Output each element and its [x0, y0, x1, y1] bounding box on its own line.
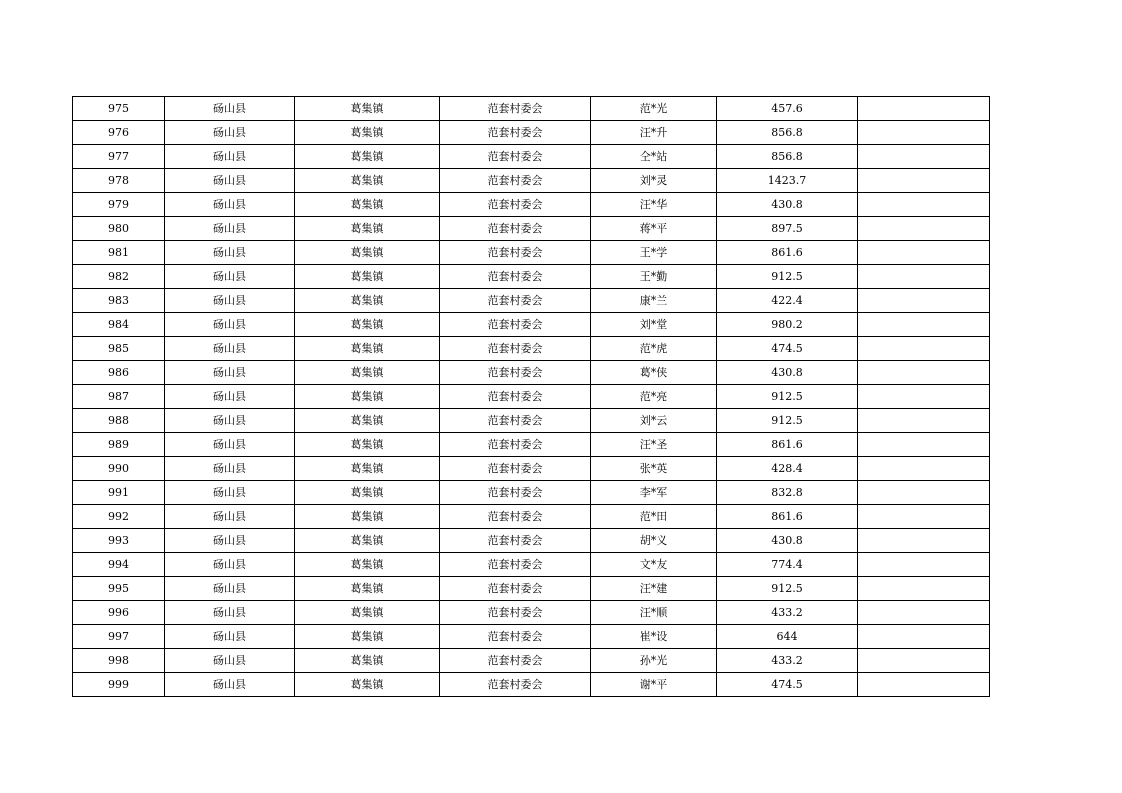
- cell-county: 砀山县: [165, 529, 295, 553]
- cell-note: [858, 625, 990, 649]
- cell-village-committee: 范套村委会: [440, 577, 591, 601]
- cell-town: 葛集镇: [295, 193, 440, 217]
- cell-amount: 422.4: [717, 289, 858, 313]
- cell-county: 砀山县: [165, 673, 295, 697]
- cell-note: [858, 529, 990, 553]
- cell-amount: 832.8: [717, 481, 858, 505]
- cell-serial-number: 994: [73, 553, 165, 577]
- cell-note: [858, 457, 990, 481]
- cell-town: 葛集镇: [295, 553, 440, 577]
- cell-village-committee: 范套村委会: [440, 457, 591, 481]
- cell-person-name: 李*军: [591, 481, 717, 505]
- cell-county: 砀山县: [165, 337, 295, 361]
- cell-amount: 474.5: [717, 673, 858, 697]
- cell-amount: 430.8: [717, 529, 858, 553]
- cell-village-committee: 范套村委会: [440, 121, 591, 145]
- cell-village-committee: 范套村委会: [440, 649, 591, 673]
- cell-note: [858, 121, 990, 145]
- cell-village-committee: 范套村委会: [440, 217, 591, 241]
- cell-person-name: 仝*站: [591, 145, 717, 169]
- cell-town: 葛集镇: [295, 97, 440, 121]
- cell-serial-number: 986: [73, 361, 165, 385]
- cell-county: 砀山县: [165, 601, 295, 625]
- cell-village-committee: 范套村委会: [440, 505, 591, 529]
- cell-serial-number: 989: [73, 433, 165, 457]
- cell-note: [858, 289, 990, 313]
- cell-town: 葛集镇: [295, 361, 440, 385]
- cell-town: 葛集镇: [295, 385, 440, 409]
- cell-county: 砀山县: [165, 481, 295, 505]
- cell-person-name: 范*虎: [591, 337, 717, 361]
- cell-serial-number: 993: [73, 529, 165, 553]
- cell-amount: 856.8: [717, 121, 858, 145]
- table-row: [73, 145, 990, 169]
- cell-village-committee: 范套村委会: [440, 241, 591, 265]
- cell-note: [858, 97, 990, 121]
- cell-serial-number: 977: [73, 145, 165, 169]
- table-row: [73, 217, 990, 241]
- cell-serial-number: 984: [73, 313, 165, 337]
- cell-town: 葛集镇: [295, 121, 440, 145]
- cell-person-name: 王*勤: [591, 265, 717, 289]
- cell-note: [858, 601, 990, 625]
- cell-note: [858, 337, 990, 361]
- cell-person-name: 范*光: [591, 97, 717, 121]
- table-row: [73, 97, 990, 121]
- table-row: [73, 289, 990, 313]
- cell-amount: 430.8: [717, 193, 858, 217]
- table-row: [73, 265, 990, 289]
- cell-village-committee: 范套村委会: [440, 169, 591, 193]
- cell-village-committee: 范套村委会: [440, 313, 591, 337]
- cell-note: [858, 241, 990, 265]
- data-sheet: [72, 96, 989, 697]
- cell-county: 砀山县: [165, 457, 295, 481]
- cell-person-name: 文*友: [591, 553, 717, 577]
- cell-county: 砀山县: [165, 145, 295, 169]
- cell-town: 葛集镇: [295, 505, 440, 529]
- cell-town: 葛集镇: [295, 241, 440, 265]
- cell-village-committee: 范套村委会: [440, 385, 591, 409]
- cell-note: [858, 481, 990, 505]
- cell-serial-number: 978: [73, 169, 165, 193]
- cell-county: 砀山县: [165, 505, 295, 529]
- cell-amount: 912.5: [717, 409, 858, 433]
- cell-town: 葛集镇: [295, 409, 440, 433]
- cell-person-name: 汪*升: [591, 121, 717, 145]
- cell-amount: 644: [717, 625, 858, 649]
- table-row: [73, 601, 990, 625]
- table-row: [73, 481, 990, 505]
- cell-amount: 457.6: [717, 97, 858, 121]
- table-row: [73, 409, 990, 433]
- table-row: [73, 553, 990, 577]
- cell-village-committee: 范套村委会: [440, 409, 591, 433]
- cell-person-name: 崔*设: [591, 625, 717, 649]
- cell-village-committee: 范套村委会: [440, 625, 591, 649]
- table-row: [73, 505, 990, 529]
- cell-person-name: 刘*云: [591, 409, 717, 433]
- cell-county: 砀山县: [165, 577, 295, 601]
- cell-note: [858, 217, 990, 241]
- cell-serial-number: 990: [73, 457, 165, 481]
- cell-amount: 428.4: [717, 457, 858, 481]
- cell-amount: 433.2: [717, 649, 858, 673]
- table-row: [73, 625, 990, 649]
- cell-note: [858, 313, 990, 337]
- table-row: [73, 313, 990, 337]
- cell-serial-number: 987: [73, 385, 165, 409]
- table-row: [73, 529, 990, 553]
- cell-county: 砀山县: [165, 385, 295, 409]
- table-row: [73, 433, 990, 457]
- cell-note: [858, 385, 990, 409]
- cell-amount: 861.6: [717, 505, 858, 529]
- cell-person-name: 范*田: [591, 505, 717, 529]
- cell-county: 砀山县: [165, 241, 295, 265]
- cell-amount: 861.6: [717, 241, 858, 265]
- table-body: [73, 97, 990, 697]
- cell-note: [858, 193, 990, 217]
- cell-person-name: 张*英: [591, 457, 717, 481]
- cell-amount: 980.2: [717, 313, 858, 337]
- cell-note: [858, 145, 990, 169]
- cell-person-name: 刘*堂: [591, 313, 717, 337]
- cell-village-committee: 范套村委会: [440, 337, 591, 361]
- cell-town: 葛集镇: [295, 337, 440, 361]
- cell-town: 葛集镇: [295, 265, 440, 289]
- table-row: [73, 385, 990, 409]
- cell-amount: 856.8: [717, 145, 858, 169]
- cell-serial-number: 996: [73, 601, 165, 625]
- table-row: [73, 457, 990, 481]
- cell-county: 砀山县: [165, 193, 295, 217]
- cell-town: 葛集镇: [295, 625, 440, 649]
- cell-town: 葛集镇: [295, 649, 440, 673]
- cell-county: 砀山县: [165, 121, 295, 145]
- cell-note: [858, 169, 990, 193]
- cell-town: 葛集镇: [295, 169, 440, 193]
- table-row: [73, 673, 990, 697]
- cell-town: 葛集镇: [295, 529, 440, 553]
- cell-person-name: 胡*义: [591, 529, 717, 553]
- cell-person-name: 谢*平: [591, 673, 717, 697]
- cell-village-committee: 范套村委会: [440, 361, 591, 385]
- cell-village-committee: 范套村委会: [440, 529, 591, 553]
- table-row: [73, 649, 990, 673]
- cell-county: 砀山县: [165, 649, 295, 673]
- cell-amount: 433.2: [717, 601, 858, 625]
- cell-village-committee: 范套村委会: [440, 481, 591, 505]
- cell-amount: 897.5: [717, 217, 858, 241]
- table-row: [73, 361, 990, 385]
- cell-county: 砀山县: [165, 169, 295, 193]
- cell-town: 葛集镇: [295, 457, 440, 481]
- cell-amount: 912.5: [717, 577, 858, 601]
- table-row: [73, 121, 990, 145]
- cell-person-name: 汪*圣: [591, 433, 717, 457]
- cell-serial-number: 975: [73, 97, 165, 121]
- cell-village-committee: 范套村委会: [440, 673, 591, 697]
- cell-serial-number: 992: [73, 505, 165, 529]
- cell-village-committee: 范套村委会: [440, 553, 591, 577]
- cell-serial-number: 985: [73, 337, 165, 361]
- cell-county: 砀山县: [165, 289, 295, 313]
- cell-county: 砀山县: [165, 433, 295, 457]
- cell-serial-number: 998: [73, 649, 165, 673]
- cell-serial-number: 979: [73, 193, 165, 217]
- cell-village-committee: 范套村委会: [440, 601, 591, 625]
- cell-amount: 430.8: [717, 361, 858, 385]
- cell-amount: 474.5: [717, 337, 858, 361]
- table-row: [73, 193, 990, 217]
- cell-note: [858, 361, 990, 385]
- cell-county: 砀山县: [165, 97, 295, 121]
- cell-note: [858, 409, 990, 433]
- cell-serial-number: 983: [73, 289, 165, 313]
- cell-person-name: 汪*顺: [591, 601, 717, 625]
- cell-person-name: 范*亮: [591, 385, 717, 409]
- cell-person-name: 康*兰: [591, 289, 717, 313]
- cell-amount: 912.5: [717, 265, 858, 289]
- cell-village-committee: 范套村委会: [440, 265, 591, 289]
- cell-person-name: 孙*光: [591, 649, 717, 673]
- table-row: [73, 241, 990, 265]
- cell-county: 砀山县: [165, 217, 295, 241]
- cell-note: [858, 673, 990, 697]
- cell-amount: 861.6: [717, 433, 858, 457]
- cell-town: 葛集镇: [295, 577, 440, 601]
- cell-amount: 1423.7: [717, 169, 858, 193]
- cell-village-committee: 范套村委会: [440, 193, 591, 217]
- cell-county: 砀山县: [165, 553, 295, 577]
- cell-person-name: 汪*华: [591, 193, 717, 217]
- cell-county: 砀山县: [165, 265, 295, 289]
- cell-person-name: 葛*侠: [591, 361, 717, 385]
- table-row: [73, 337, 990, 361]
- cell-town: 葛集镇: [295, 289, 440, 313]
- cell-amount: 912.5: [717, 385, 858, 409]
- cell-serial-number: 980: [73, 217, 165, 241]
- cell-note: [858, 505, 990, 529]
- cell-note: [858, 553, 990, 577]
- cell-serial-number: 976: [73, 121, 165, 145]
- cell-town: 葛集镇: [295, 673, 440, 697]
- cell-town: 葛集镇: [295, 217, 440, 241]
- cell-serial-number: 988: [73, 409, 165, 433]
- cell-serial-number: 991: [73, 481, 165, 505]
- cell-note: [858, 433, 990, 457]
- cell-county: 砀山县: [165, 313, 295, 337]
- cell-village-committee: 范套村委会: [440, 97, 591, 121]
- cell-town: 葛集镇: [295, 433, 440, 457]
- cell-serial-number: 999: [73, 673, 165, 697]
- cell-note: [858, 265, 990, 289]
- cell-amount: 774.4: [717, 553, 858, 577]
- cell-county: 砀山县: [165, 409, 295, 433]
- cell-town: 葛集镇: [295, 481, 440, 505]
- cell-person-name: 王*学: [591, 241, 717, 265]
- cell-town: 葛集镇: [295, 145, 440, 169]
- cell-village-committee: 范套村委会: [440, 289, 591, 313]
- cell-person-name: 汪*建: [591, 577, 717, 601]
- table-row: [73, 169, 990, 193]
- cell-town: 葛集镇: [295, 601, 440, 625]
- cell-county: 砀山县: [165, 625, 295, 649]
- cell-village-committee: 范套村委会: [440, 433, 591, 457]
- cell-village-committee: 范套村委会: [440, 145, 591, 169]
- cell-note: [858, 649, 990, 673]
- cell-serial-number: 997: [73, 625, 165, 649]
- cell-serial-number: 982: [73, 265, 165, 289]
- cell-person-name: 刘*灵: [591, 169, 717, 193]
- cell-town: 葛集镇: [295, 313, 440, 337]
- table-row: [73, 577, 990, 601]
- cell-person-name: 蒋*平: [591, 217, 717, 241]
- record-table: [72, 96, 990, 697]
- cell-note: [858, 577, 990, 601]
- cell-serial-number: 995: [73, 577, 165, 601]
- cell-county: 砀山县: [165, 361, 295, 385]
- cell-serial-number: 981: [73, 241, 165, 265]
